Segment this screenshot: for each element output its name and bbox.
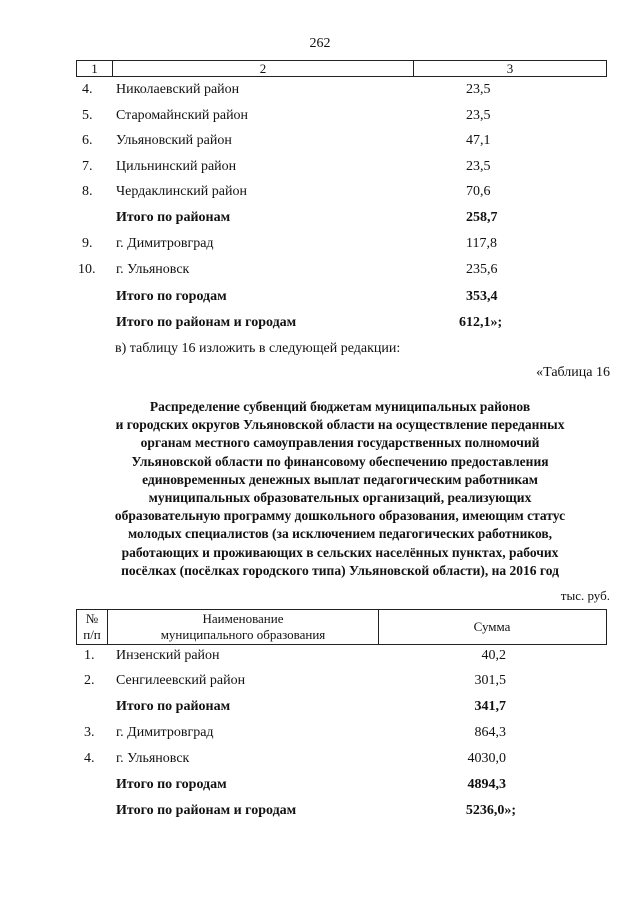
table-row [76, 184, 607, 204]
subtotal-row-cities [76, 777, 607, 797]
row-number: 10. [78, 262, 96, 277]
page-number: 262 [309, 36, 331, 51]
row-name: г. Димитровград [116, 725, 214, 740]
row-value: 5236,0»; [465, 803, 516, 818]
row-value: 258,7 [466, 210, 498, 225]
row-value: 341,7 [474, 699, 506, 714]
row-number: 1. [84, 648, 95, 663]
title-line: Ульяновской области по финансовому обеспечению предоставления [131, 453, 549, 469]
row-name: Итого по районам [116, 699, 231, 714]
row-number: 8. [82, 184, 93, 199]
table1-header-col3: 3 [506, 61, 514, 76]
row-name: г. Ульяновск [116, 751, 190, 766]
total-row [76, 315, 607, 335]
row-value: 864,3 [474, 725, 506, 740]
table-row [76, 82, 607, 102]
header-sum: Сумма [473, 619, 511, 634]
units-label: тыс. руб. [560, 588, 610, 603]
title-line: муниципальных образовательных организаций, реализующих [148, 490, 532, 506]
row-number: 4. [84, 751, 95, 766]
row-number: 9. [82, 236, 93, 251]
table-row [76, 725, 607, 745]
row-value: 70,6 [466, 184, 491, 199]
row-name: Сенгилеевский район [116, 673, 246, 688]
row-value: 117,8 [466, 236, 497, 251]
row-name: Цильнинский район [116, 159, 237, 174]
row-name: г. Ульяновск [116, 262, 190, 277]
table-row [76, 159, 607, 179]
row-value: 235,6 [466, 262, 498, 277]
table-title [60, 398, 620, 580]
header-name [108, 611, 378, 643]
row-value: 353,4 [466, 289, 498, 304]
row-value: 40,2 [481, 648, 506, 663]
row-name: Итого по городам [116, 777, 227, 792]
total-row [76, 803, 607, 823]
title-line: единовременных денежных выплат педагогическим работникам [142, 471, 538, 487]
row-name: Итого по районам и городам [116, 315, 297, 330]
row-number: 3. [84, 725, 95, 740]
table1-header [76, 60, 607, 77]
table-row [76, 751, 607, 771]
row-number: 7. [82, 159, 93, 174]
table1-header-col2: 2 [259, 61, 267, 76]
subtotal-row-districts [76, 699, 607, 719]
header-num-line: п/п [83, 627, 101, 642]
row-value: 47,1 [466, 133, 491, 148]
table-row [76, 673, 607, 693]
row-name: Николаевский район [116, 82, 240, 97]
header-name-line: муниципального образования [160, 627, 326, 642]
row-number: 6. [82, 133, 93, 148]
row-value: 301,5 [474, 673, 506, 688]
title-line: Распределение субвенций бюджетам муниципальных районов [149, 399, 531, 414]
row-value: 4894,3 [467, 777, 506, 792]
title-line: посёлках (посёлках городского типа) Ульяновской области), на 2016 год [121, 562, 559, 578]
row-name: Итого по районам и городам [116, 803, 297, 818]
table2-header [76, 609, 607, 645]
row-name: Ульяновский район [116, 133, 232, 148]
row-name: Инзенский район [116, 648, 220, 663]
table-row [76, 236, 607, 256]
table-row [76, 108, 607, 128]
row-value: 23,5 [466, 159, 491, 174]
row-number: 5. [82, 108, 93, 123]
row-name: г. Димитровград [116, 236, 214, 251]
header-name-line: Наименование [202, 611, 284, 626]
row-name: Итого по городам [116, 289, 227, 304]
row-value: 612,1»; [459, 315, 503, 330]
table-label: «Таблица 16 [536, 365, 610, 380]
title-line: молодых специалистов (за исключением педагогических работников, [127, 526, 553, 542]
amendment-paragraph: в) таблицу 16 изложить в следующей редакции: [115, 341, 401, 356]
row-value: 23,5 [466, 108, 491, 123]
row-value: 4030,0 [467, 751, 506, 766]
row-value: 23,5 [466, 82, 491, 97]
subtotal-row-cities [76, 289, 607, 309]
row-number: 2. [84, 673, 95, 688]
subtotal-row-districts [76, 210, 607, 230]
title-line: образовательную программу дошкольного образования, имеющим статус [114, 508, 566, 524]
header-num-line: № [85, 611, 99, 626]
title-line: работающих и проживающих в сельских населённых пунктах, рабочих [121, 544, 559, 560]
row-number: 4. [82, 82, 93, 97]
table1-header-col1: 1 [91, 61, 98, 76]
header-num [77, 611, 107, 643]
row-name: Итого по районам [116, 210, 231, 225]
table-row [76, 133, 607, 153]
row-name: Чердаклинский район [116, 184, 247, 199]
row-name: Старомайнский район [116, 108, 249, 123]
table-row [76, 262, 607, 282]
title-line: органам местного самоуправления государственных полномочий [140, 435, 540, 451]
title-line: и городских округов Ульяновской области на осуществление переданных [115, 417, 565, 433]
table-row [76, 648, 607, 668]
